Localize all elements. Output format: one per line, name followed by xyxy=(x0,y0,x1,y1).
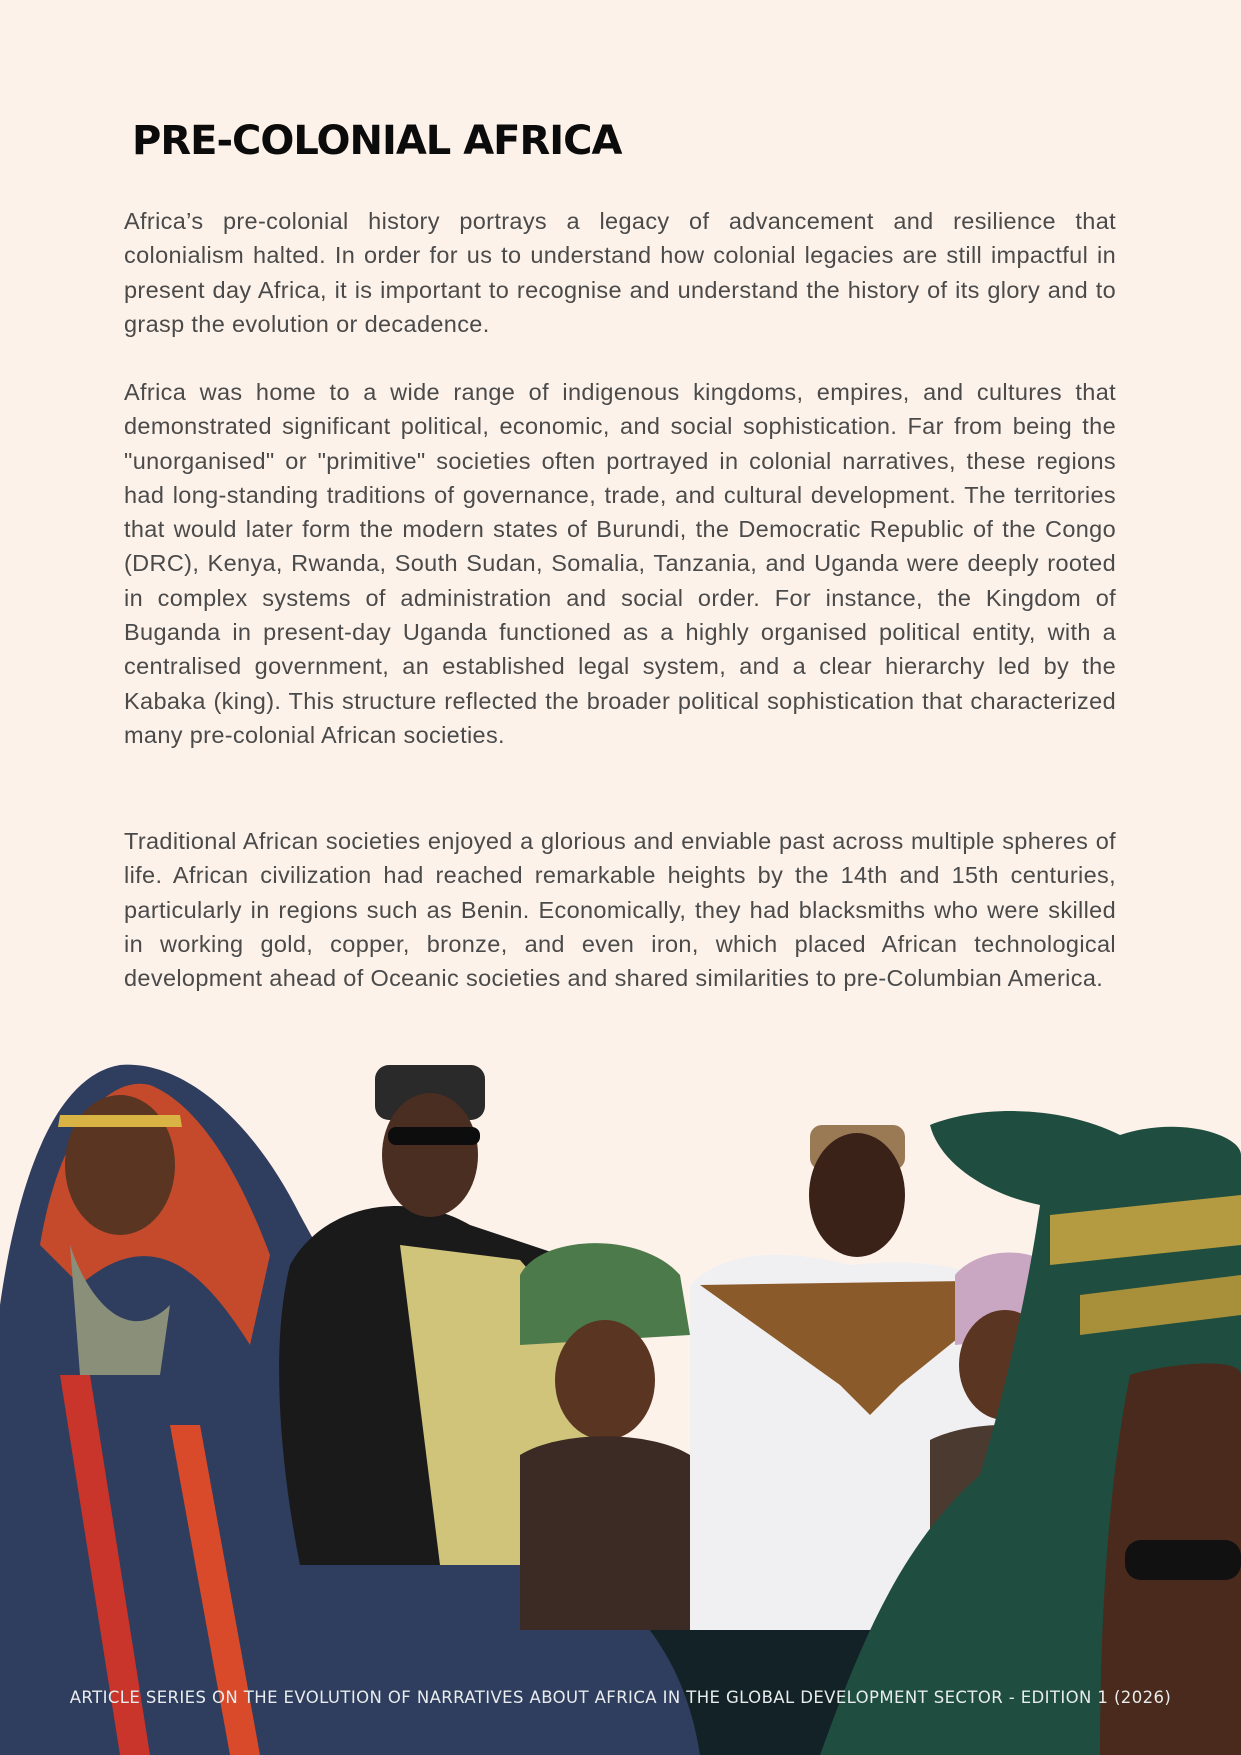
paragraph-kingdoms: Africa was home to a wide range of indigenous kingdoms, empires, and cultures that demonstrated significant political, economic, and social sophistication. Far from being the "unorganised" or "primitive" societies often portrayed in colonial narratives, these regions had long-standing traditions of governance, trade, and cultural development. The territories that would later form the modern states of Burundi, the Democratic Republic of the Congo (DRC), Kenya, Rwanda, South Sudan, Somalia, Tanzania, and Uganda were deeply rooted in complex systems of administration and social order. For instance, the Kingdom of Buganda in present-day Uganda functioned as a highly organised political entity, with a centralised government, an established legal system, and a clear hierarchy led by the Kabaka (king). This structure reflected the broader political sophistication that characterized many pre-colonial African societies. xyxy=(124,379,1116,748)
people-photo-collage xyxy=(0,1045,1241,1755)
footer-caption: ARTICLE SERIES ON THE EVOLUTION OF NARRATIVES ABOUT AFRICA IN THE GLOBAL DEVELOPMENT SECTOR - EDITION 1 (2026) xyxy=(69,1688,1172,1707)
paragraph-intro: Africa’s pre-colonial history portrays a legacy of advancement and resilience that colonialism halted. In order for us to understand how colonial legacies are still impactful in present day Africa, it is important to recognise and understand the history of its glory and to grasp the evolution or decadence. xyxy=(124,208,1116,337)
paragraph-traditional-societies: Traditional African societies enjoyed a glorious and enviable past across multiple spheres of life. African civilization had reached remarkable heights by the 14th and 15th centuries, particularly in regions such as Benin. Economically, they had blacksmiths who were skilled in working gold, copper, bronze, and even iron, which placed African technological development ahead of Oceanic societies and shared similarities to pre-Columbian America. xyxy=(124,828,1116,992)
page-title: PRE-COLONIAL AFRICA xyxy=(132,118,622,164)
